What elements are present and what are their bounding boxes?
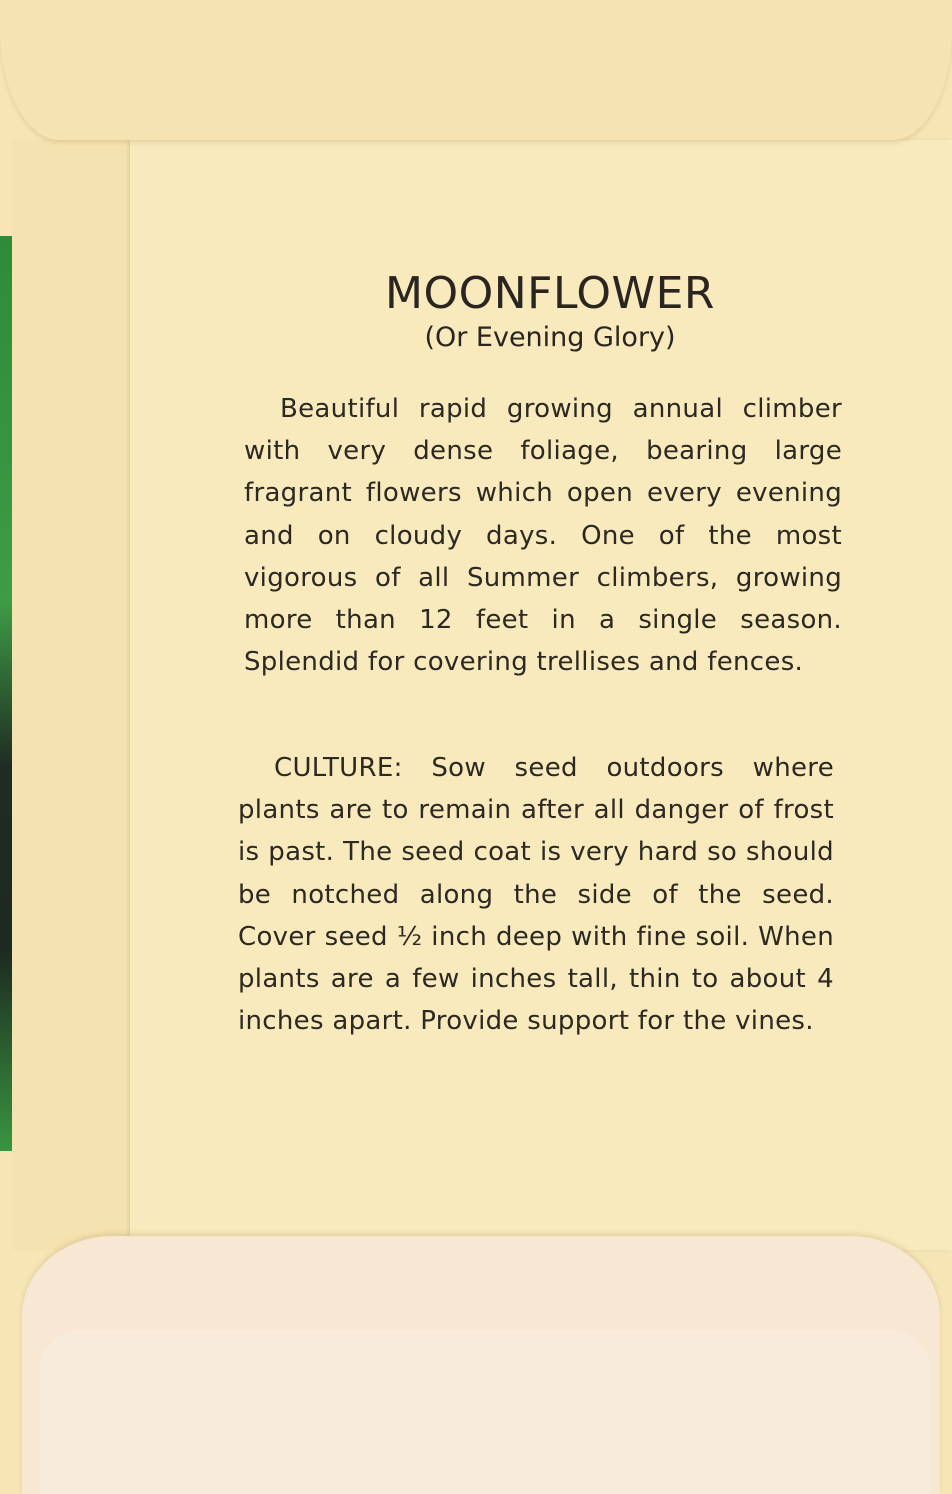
page-title: MOONFLOWER	[385, 268, 715, 319]
top-flap	[0, 0, 952, 140]
culture-paragraph: CULTURE: Sow seed outdoors where plants are to remain after all danger of frost is past. The seed coat is very hard so should be notched along the side of the seed. Cover seed ½ inch deep with fine soil. When plants are a few inches tall, thin to about 4 inches apart. Provide support for the vines.	[238, 753, 834, 1037]
left-green-edge	[0, 236, 12, 1151]
description-paragraph: Beautiful rapid growing annual climber with very dense foliage, bearing large fragrant flowers which open every evening and on cloudy days. One of the most vigorous of all Summer climbers, growing more than 12 feet in a single season. Splendid for covering trellises and fences.	[244, 394, 842, 678]
side-fold	[12, 140, 130, 1250]
bottom-flap-inner	[40, 1330, 930, 1494]
page-subtitle: (Or Evening Glory)	[424, 322, 676, 353]
